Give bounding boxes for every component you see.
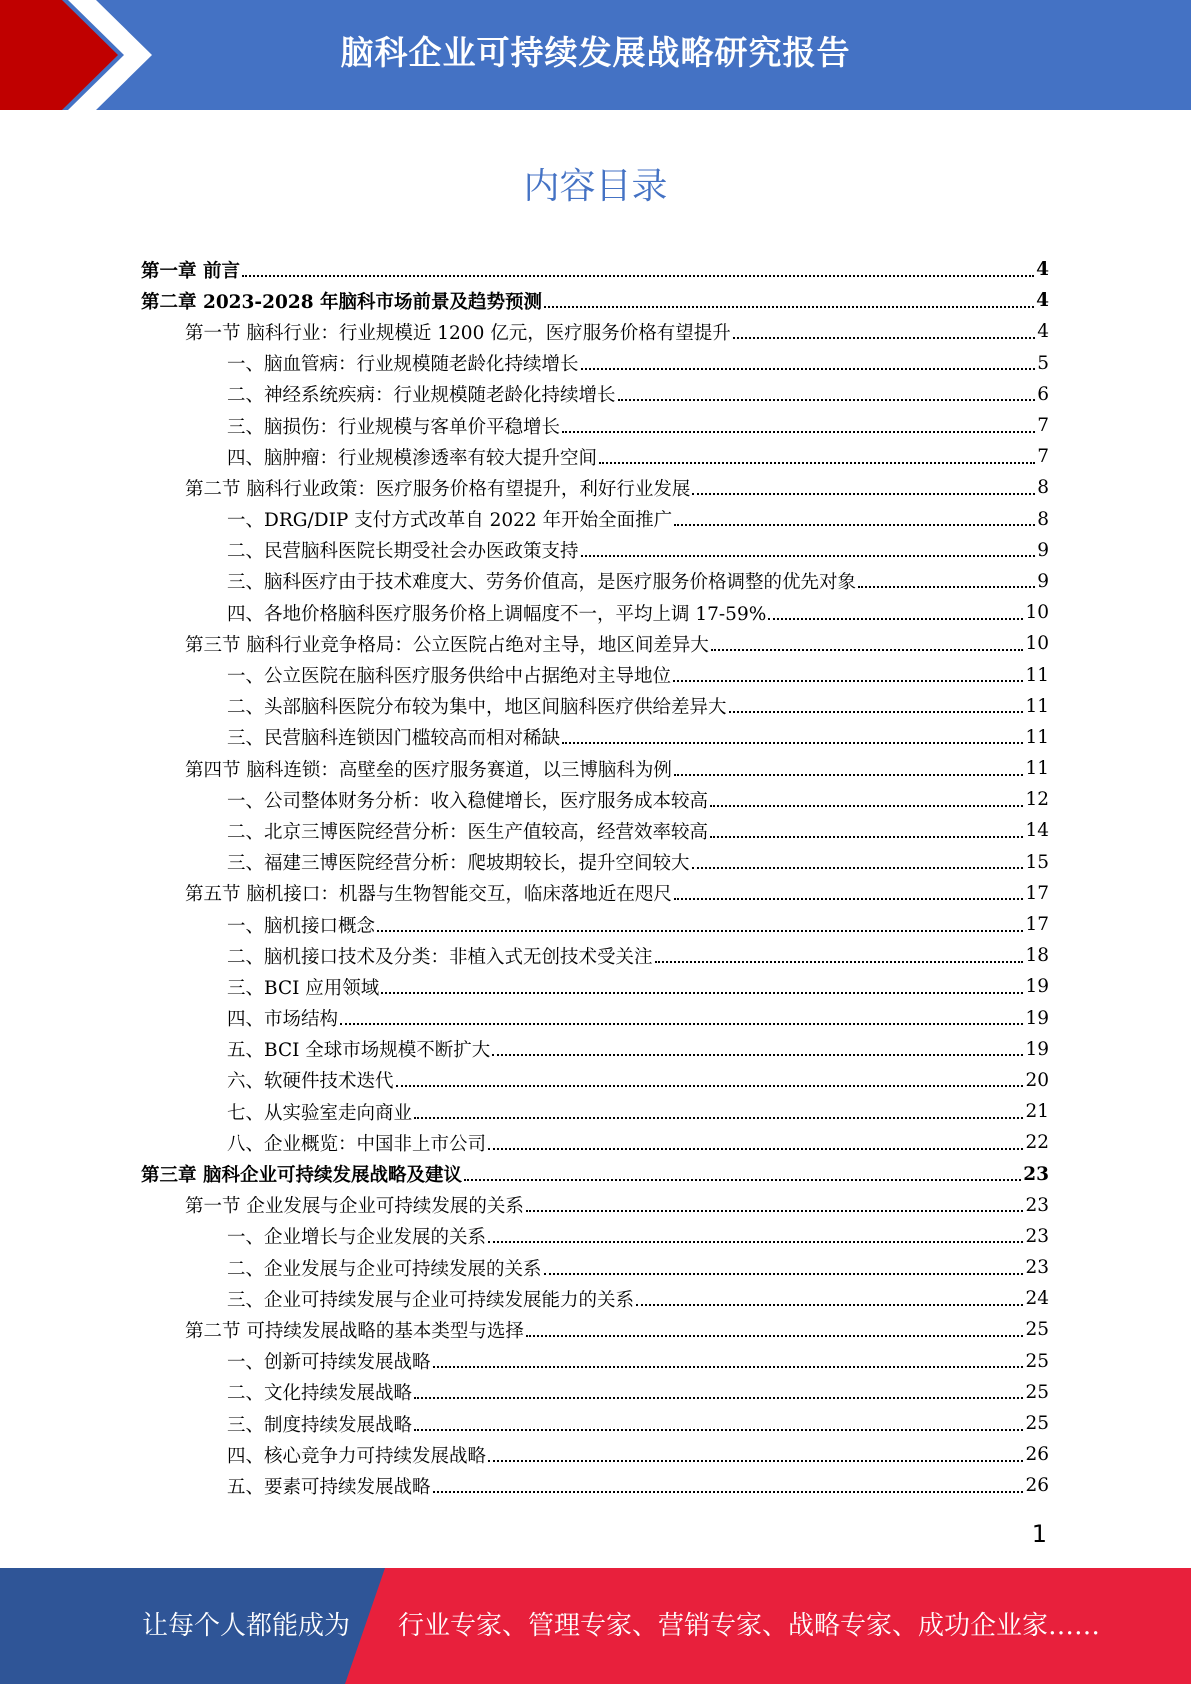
toc-dot-leader [414, 1397, 1023, 1399]
toc-dot-leader [562, 742, 1023, 744]
toc-entry-page: 17 [1025, 882, 1049, 904]
toc-dot-leader [710, 805, 1023, 807]
toc-dot-leader [464, 1179, 1021, 1181]
toc-entry[interactable] [141, 348, 1049, 379]
toc-entry-label: 四、核心竞争力可持续发展战略 [227, 1445, 487, 1467]
toc-entry-label: 七、从实验室走向商业 [227, 1102, 413, 1124]
toc-entry-page: 20 [1025, 1069, 1049, 1091]
toc-entry[interactable] [141, 285, 1049, 316]
toc-entry[interactable] [141, 628, 1049, 659]
toc-dot-leader [433, 1491, 1024, 1493]
toc-entry[interactable] [141, 254, 1049, 285]
toc-entry[interactable] [141, 504, 1049, 535]
toc-entry[interactable] [141, 1096, 1049, 1127]
toc-dot-leader [377, 930, 1023, 932]
toc-entry[interactable] [141, 971, 1049, 1002]
toc-entry-page: 10 [1025, 633, 1049, 655]
toc-entry[interactable] [141, 1283, 1049, 1314]
toc-entry-page: 25 [1025, 1350, 1049, 1372]
toc-entry-page: 25 [1025, 1381, 1049, 1403]
toc-entry-label: 第三章 脑科企业可持续发展战略及建议 [141, 1165, 462, 1187]
toc-entry-label: 第二节 脑科行业政策：医疗服务价格有望提升，利好行业发展 [185, 478, 691, 500]
toc-entry[interactable] [141, 1158, 1049, 1189]
toc-entry-page: 19 [1025, 1038, 1049, 1060]
toc-entry-label: 第五节 脑机接口：机器与生物智能交互，临床落地近在咫尺 [185, 884, 672, 906]
toc-entry-page: 23 [1025, 1225, 1049, 1247]
toc-entry-label: 一、脑机接口概念 [227, 915, 376, 937]
toc-entry-page: 9 [1037, 570, 1049, 592]
toc-entry-page: 11 [1025, 726, 1049, 748]
toc-dot-leader [526, 1210, 1024, 1212]
toc-entry-label: 二、神经系统疾病：行业规模随老龄化持续增长 [227, 385, 616, 407]
toc-dot-leader [544, 306, 1034, 308]
toc-entry-label: 一、创新可持续发展战略 [227, 1352, 431, 1374]
toc-entry-label: 二、头部脑科医院分布较为集中，地区间脑科医疗供给差异大 [227, 697, 727, 719]
toc-entry[interactable] [141, 597, 1049, 628]
toc-dot-leader [414, 1429, 1023, 1431]
toc-entry-label: 第一章 前言 [141, 260, 240, 282]
toc-entry-page: 23 [1023, 1163, 1049, 1185]
toc-entry[interactable] [141, 566, 1049, 597]
toc-dot-leader [729, 711, 1024, 713]
toc-dot-leader [673, 680, 1023, 682]
toc-entry-page: 12 [1025, 789, 1049, 811]
toc-dot-leader [674, 774, 1024, 776]
toc-entry-label: 三、BCI 应用领域 [227, 977, 380, 999]
toc-entry-page: 5 [1037, 352, 1049, 374]
toc-dot-leader [636, 1304, 1023, 1306]
toc-entry[interactable] [141, 410, 1049, 441]
toc-entry[interactable] [141, 535, 1049, 566]
toc-entry-page: 6 [1037, 383, 1049, 405]
toc-entry-page: 10 [1025, 602, 1049, 624]
toc-entry-page: 23 [1025, 1257, 1049, 1279]
toc-entry[interactable] [141, 1034, 1049, 1065]
toc-entry[interactable] [141, 1127, 1049, 1158]
toc-entry-label: 八、企业概览：中国非上市公司 [227, 1133, 487, 1155]
toc-dot-leader [599, 462, 1035, 464]
toc-entry[interactable] [141, 316, 1049, 347]
toc-entry[interactable] [141, 722, 1049, 753]
page-number: 1 [1031, 1520, 1047, 1548]
toc-entry[interactable] [141, 1190, 1049, 1221]
page-header [0, 0, 1191, 110]
toc-entry-label: 第四节 脑科连锁：高壁垒的医疗服务赛道，以三博脑科为例 [185, 759, 672, 781]
footer-slogan-left: 让每个人都能成为 [142, 1611, 351, 1641]
toc-entry[interactable] [141, 1377, 1049, 1408]
toc-dot-leader [340, 1023, 1023, 1025]
toc-entry[interactable] [141, 1065, 1049, 1096]
toc-entry-label: 五、BCI 全球市场规模不断扩大 [227, 1040, 491, 1062]
toc-entry[interactable] [141, 909, 1049, 940]
toc-entry-page: 14 [1025, 820, 1049, 842]
toc-dot-leader [692, 867, 1024, 869]
toc-entry[interactable] [141, 878, 1049, 909]
toc-dot-leader [674, 524, 1035, 526]
toc-dot-leader [618, 399, 1036, 401]
toc-dot-leader [544, 1273, 1024, 1275]
toc-entry[interactable] [141, 691, 1049, 722]
toc-entry[interactable] [141, 940, 1049, 971]
toc-dot-leader [768, 618, 1023, 620]
toc-entry-page: 17 [1025, 914, 1049, 936]
toc-entry-label: 三、民营脑科连锁因门槛较高而相对稀缺 [227, 728, 561, 750]
toc-entry[interactable] [141, 1003, 1049, 1034]
toc-dot-leader [488, 1241, 1023, 1243]
toc-entry-label: 一、脑血管病：行业规模随老龄化持续增长 [227, 354, 579, 376]
toc-entry-page: 7 [1037, 415, 1049, 437]
toc-dot-leader [414, 1117, 1023, 1119]
toc-entry-label: 二、北京三博医院经营分析：医生产值较高，经营效率较高 [227, 821, 709, 843]
toc-entry-label: 二、脑机接口技术及分类：非植入式无创技术受关注 [227, 946, 653, 968]
toc-entry-label: 三、脑损伤：行业规模与客单价平稳增长 [227, 416, 561, 438]
toc-entry-page: 8 [1037, 508, 1049, 530]
toc-entry[interactable] [141, 659, 1049, 690]
toc-entry-page: 19 [1025, 976, 1049, 998]
toc-dot-leader [488, 1460, 1023, 1462]
toc-entry-page: 25 [1025, 1413, 1049, 1435]
header-title: 脑科企业可持续发展战略研究报告 [340, 33, 851, 72]
toc-entry-page: 4 [1037, 321, 1049, 343]
toc-entry-label: 二、民营脑科医院长期受社会办医政策支持 [227, 541, 579, 563]
toc-dot-leader [858, 586, 1035, 588]
toc-entry[interactable] [141, 1470, 1049, 1501]
toc-entry-label: 四、各地价格脑科医疗服务价格上调幅度不一，平均上调 17-59% [227, 603, 767, 625]
toc-entry[interactable] [141, 1252, 1049, 1283]
toc-entry[interactable] [141, 784, 1049, 815]
toc-entry-label: 四、市场结构 [227, 1009, 339, 1031]
toc-entry-label: 一、公立医院在脑科医疗服务供给中占据绝对主导地位 [227, 666, 672, 688]
toc-dot-leader [562, 431, 1035, 433]
toc-entry-page: 9 [1037, 539, 1049, 561]
toc-entry-page: 4 [1036, 259, 1049, 281]
toc-entry[interactable] [141, 1408, 1049, 1439]
toc-dot-leader [396, 1085, 1024, 1087]
toc-entry-label: 第二节 可持续发展战略的基本类型与选择 [185, 1320, 524, 1342]
toc-entry-page: 22 [1025, 1132, 1049, 1154]
toc-dot-leader [674, 898, 1024, 900]
toc-dot-leader [242, 275, 1034, 277]
toc-dot-leader [492, 1054, 1023, 1056]
toc-dot-leader [488, 1148, 1023, 1150]
page-footer [0, 1568, 1191, 1684]
toc-dot-leader [581, 368, 1036, 370]
toc-entry-page: 15 [1025, 851, 1049, 873]
toc-entry-label: 第一节 脑科行业：行业规模近 1200 亿元，医疗服务价格有望提升 [185, 322, 731, 344]
toc-entry[interactable] [141, 379, 1049, 410]
toc-entry[interactable] [141, 472, 1049, 503]
toc-entry-page: 24 [1025, 1288, 1049, 1310]
toc-entry-label: 三、脑科医疗由于技术难度大、劳务价值高，是医疗服务价格调整的优先对象 [227, 572, 857, 594]
toc-entry-page: 21 [1025, 1101, 1049, 1123]
toc-dot-leader [381, 992, 1023, 994]
toc-dot-leader [581, 555, 1036, 557]
toc-entry-label: 三、制度持续发展战略 [227, 1414, 413, 1436]
footer-slogan-right: 行业专家、管理专家、营销专家、战略专家、成功企业家…… [398, 1611, 1101, 1641]
toc-entry-page: 18 [1025, 945, 1049, 967]
toc-entry-label: 二、文化持续发展战略 [227, 1383, 413, 1405]
toc-dot-leader [526, 1335, 1024, 1337]
toc-entry-label: 一、DRG/DIP 支付方式改革自 2022 年开始全面推广 [227, 510, 673, 532]
toc-entry-page: 23 [1025, 1194, 1049, 1216]
toc-entry-label: 一、公司整体财务分析：收入稳健增长，医疗服务成本较高 [227, 790, 709, 812]
toc-entry-page: 8 [1037, 477, 1049, 499]
toc-dot-leader [655, 961, 1024, 963]
toc-entry-label: 二、企业发展与企业可持续发展的关系 [227, 1258, 542, 1280]
toc-entry-page: 26 [1025, 1475, 1049, 1497]
toc-entry-label: 第三节 脑科行业竞争格局：公立医院占绝对主导，地区间差异大 [185, 634, 709, 656]
toc-entry[interactable] [141, 1314, 1049, 1345]
toc-entry[interactable] [141, 441, 1049, 472]
toc-heading: 内容目录 [523, 166, 668, 207]
toc-dot-leader [733, 337, 1035, 339]
toc-entry[interactable] [141, 753, 1049, 784]
toc-entry-page: 4 [1036, 290, 1049, 312]
toc-entry-page: 11 [1025, 664, 1049, 686]
toc-entry[interactable] [141, 1221, 1049, 1252]
toc-entry-label: 第一节 企业发展与企业可持续发展的关系 [185, 1196, 524, 1218]
toc-entry-label: 六、软硬件技术迭代 [227, 1071, 394, 1093]
toc-dot-leader [433, 1366, 1024, 1368]
toc-entry-page: 19 [1025, 1007, 1049, 1029]
toc-entry-page: 11 [1025, 758, 1049, 780]
toc-dot-leader [711, 649, 1024, 651]
toc-entry[interactable] [141, 815, 1049, 846]
toc-entry-page: 25 [1025, 1319, 1049, 1341]
toc-entry-label: 五、要素可持续发展战略 [227, 1476, 431, 1498]
toc-dot-leader [692, 493, 1035, 495]
toc-entry-label: 三、福建三博医院经营分析：爬坡期较长，提升空间较大 [227, 853, 690, 875]
toc-entry-label: 第二章 2023-2028 年脑科市场前景及趋势预测 [141, 291, 543, 313]
toc-entry-label: 一、企业增长与企业发展的关系 [227, 1227, 487, 1249]
toc-entry-page: 11 [1025, 695, 1049, 717]
toc-entry-label: 四、脑肿瘤：行业规模渗透率有较大提升空间 [227, 447, 598, 469]
toc-entry-label: 三、企业可持续发展与企业可持续发展能力的关系 [227, 1289, 635, 1311]
toc-dot-leader [710, 836, 1023, 838]
table-of-contents [141, 254, 1049, 1502]
toc-entry[interactable] [141, 1439, 1049, 1470]
toc-entry-page: 7 [1037, 446, 1049, 468]
toc-entry[interactable] [141, 847, 1049, 878]
toc-entry-page: 26 [1025, 1444, 1049, 1466]
toc-entry[interactable] [141, 1346, 1049, 1377]
